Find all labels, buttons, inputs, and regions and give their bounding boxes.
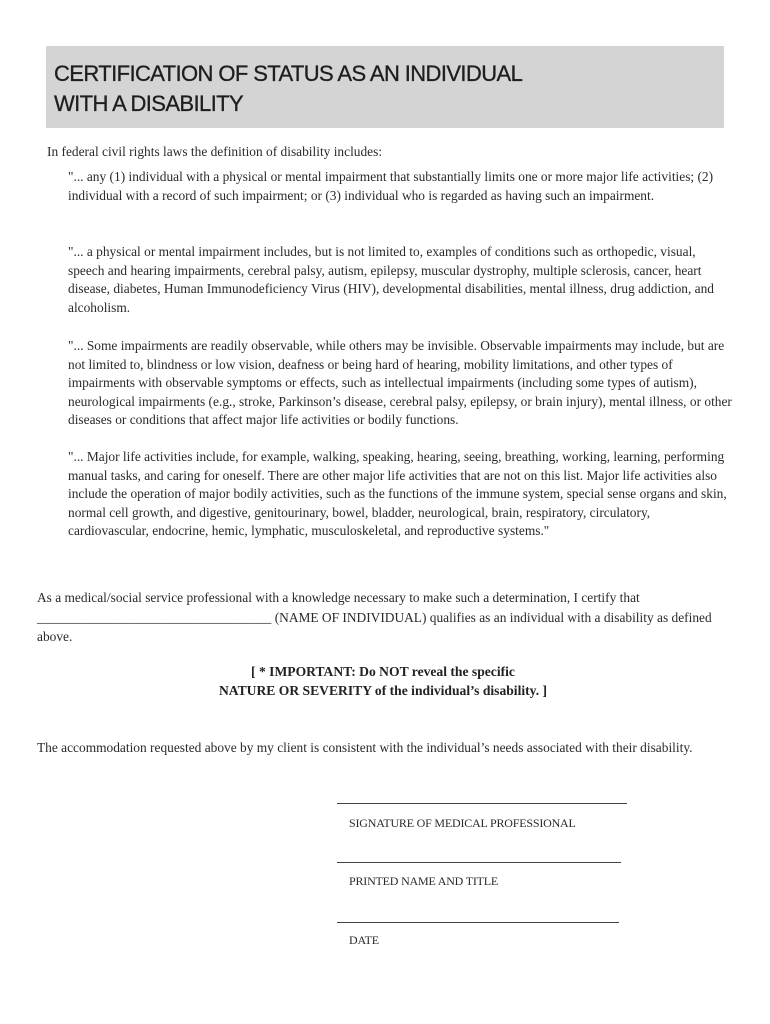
signature-label: SIGNATURE OF MEDICAL PROFESSIONAL [349, 816, 576, 830]
date-line[interactable] [337, 922, 619, 923]
printed-name-label: PRINTED NAME AND TITLE [349, 874, 499, 888]
signature-line[interactable] [337, 803, 627, 804]
certification-lead: As a medical/social service professional with a knowledge necessary to make such a determination, I certify that [37, 590, 640, 605]
definition-quote-3: "... Some impairments are readily observable, while others may be invisible. Observable impairments may include, but are not limited to, blindness or low vision, deafness or being hard of hearing, mobility limitations, and other types of impairments with observable symptoms or effects, such as intellectual impairments (including some types of autism), neurological impairments (e.g., stroke, Parkinson’s disease, cerebral palsy, epilepsy, or brain injury), mental illness, or other diseases or conditions that affect major life activities or bodily functions. [68, 338, 732, 428]
important-notice-line-1: [ * IMPORTANT: Do NOT reveal the specific [251, 664, 515, 679]
title-banner [46, 46, 724, 128]
important-notice-line-2: NATURE OR SEVERITY of the individual’s disability. ] [218, 682, 548, 698]
intro-text: In federal civil rights laws the definition of disability includes: [47, 144, 383, 159]
document-title-line-2: WITH A DISABILITY [54, 91, 244, 116]
certification-statement [37, 588, 729, 647]
definition-quote-1: "... any (1) individual with a physical or mental impairment that substantially limits one or more major life activities; (2) individual with a record of such impairment; or (3) individual who is regarded as having such an impairment. [68, 169, 714, 203]
definition-quote-2: "... a physical or mental impairment includes, but is not limited to, examples of conditions such as orthopedic, visual, speech and hearing impairments, cerebral palsy, autism, epilepsy, muscular dystrophy, multiple sclerosis, cancer, heart disease, diabetes, Human Immunodeficiency Virus (HIV), developmental disabilities, mental illness, drug addiction, and alcoholism. [68, 244, 714, 315]
accommodation-statement: The accommodation requested above by my client is consistent with the individual’s needs associated with their disability. [37, 740, 693, 755]
important-notice [37, 663, 729, 700]
certification-tail: (NAME OF INDIVIDUAL) qualifies as an individual with a disability as defined above. [37, 609, 712, 644]
date-label: DATE [349, 933, 379, 947]
definition-quote-4: "... Major life activities include, for example, walking, speaking, hearing, seeing, breathing, working, learning, performing manual tasks, and caring for oneself. There are other major life activities that are not on this list. Major life activities also include the operation of major bodily activities, such as the functions of the immune system, special sense organs and skin, normal cell growth, and digestive, genitourinary, bowel, bladder, neurological, brain, respiratory, circulatory, cardiovascular, endocrine, hemic, lymphatic, musculoskeletal, and reproductive systems." [68, 449, 727, 539]
printed-name-line[interactable] [337, 862, 621, 863]
name-of-individual-blank[interactable]: ___________________________________ [37, 609, 272, 625]
document-title-line-1: CERTIFICATION OF STATUS AS AN INDIVIDUAL [54, 61, 523, 86]
